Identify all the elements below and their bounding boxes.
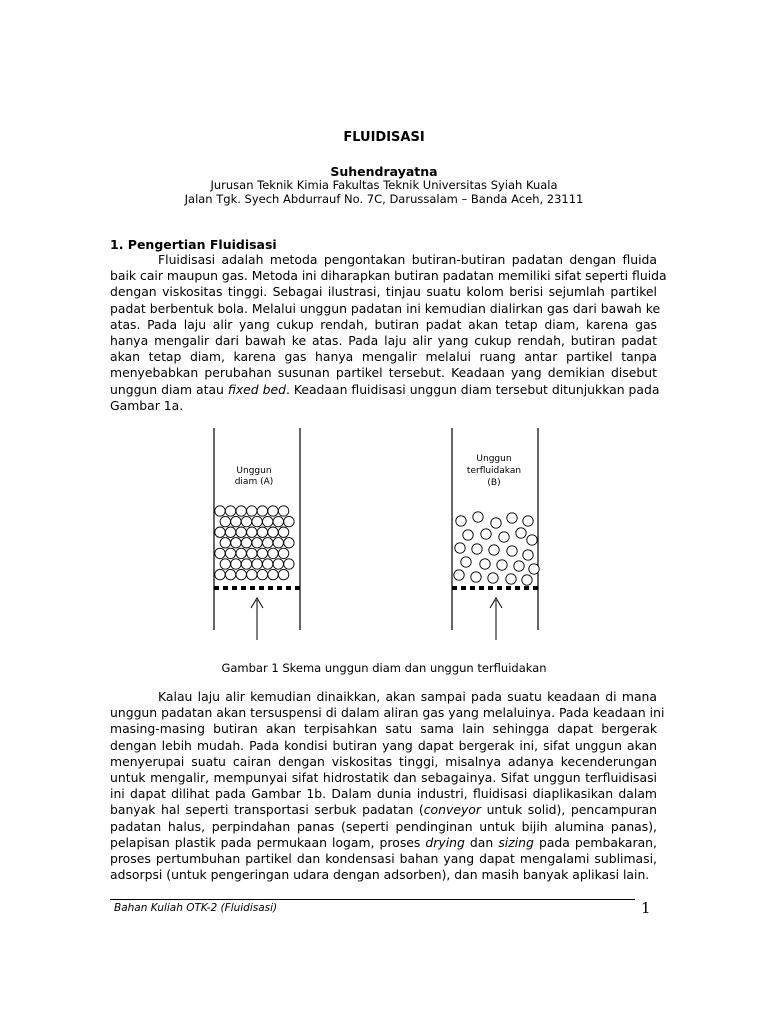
author-name: Suhendrayatna [330,164,438,179]
particle [454,570,464,580]
italic-term: drying [425,834,465,850]
text-line [110,835,657,851]
particle [273,538,283,548]
particle [480,559,490,569]
particle [527,535,537,545]
text-line: unggun padatan akan tersuspensi di dalam aliran gas yang melaluinya. Pada keadaan ini [110,705,665,721]
particle [516,528,526,538]
figure-caption: Gambar 1 Skema unggun diam dan unggun terfluidakan [221,661,547,675]
particle [220,538,230,548]
particle [225,569,235,579]
particle [284,559,294,569]
particle [263,538,273,548]
particle [247,548,257,558]
particle [257,506,267,516]
particle [268,569,278,579]
text-line: proses pertumbuhan partikel dan kondensasi bahan yang dapat mengalami sublimasi, [110,851,657,867]
label-b-line1: Unggun [476,454,512,464]
particle [225,548,235,558]
particle [284,538,294,548]
text-line: padatan halus, perpindahan panas (seperti pendinginan untuk bijih alumina panas), [110,818,657,834]
particle [257,569,267,579]
label-b-line3: (B) [487,478,501,488]
particle [220,516,230,526]
text-run: pada pembakaran, [533,834,657,850]
page-number: 1 [641,899,651,917]
particle [252,516,262,526]
text-run: pelapisan plastik pada permukaan logam, proses [110,834,426,850]
particle [247,569,257,579]
text-line: ini dapat dilihat pada Gambar 1b. Dalam dunia industri, fluidisasi diaplikasikan dalam [110,786,657,802]
text-line: masing-masing butiran akan terpisahkan satu sama lain sehingga dapat bergerak [110,721,657,737]
particle [461,557,471,567]
particle [491,518,501,528]
particle [236,569,246,579]
text-line: Gambar 1a. [110,397,184,413]
paragraph-2 [110,689,665,883]
particle [236,548,246,558]
particle [488,573,498,583]
particle [497,560,507,570]
particle [278,548,288,558]
particle [241,516,251,526]
particle [252,559,262,569]
particle [263,516,273,526]
affiliation-line-2: Jalan Tgk. Syech Abdurrauf No. 7C, Darussalam – Banda Aceh, 23111 [184,192,584,206]
particle [231,559,241,569]
particle [215,548,225,558]
particle [506,574,516,584]
particle [529,564,539,574]
particle [225,506,235,516]
particle [247,506,257,516]
particle [268,506,278,516]
particle [278,506,288,516]
footer-text: Bahan Kuliah OTK-2 (Fluidisasi) [114,902,278,914]
label-b-line2: terfluidakan [466,466,522,476]
text-run: dan [464,834,499,850]
particle [455,543,465,553]
particle [522,575,532,585]
text-line: hanya mengalir dari bawah ke atas. Pada laju alir yang cukup rendah, butiran padat [110,333,657,349]
particle [215,506,225,516]
particle [472,544,482,554]
text-run: banyak hal seperti transportasi serbuk padatan ( [110,802,424,818]
text-line: dengan viskositas tinggi. Sebagai ilustrasi, tinjau suatu kolom berisi sejumlah partikel [110,284,657,300]
label-a-line2: diam (A) [234,477,274,487]
particle [252,538,262,548]
particle [284,516,294,526]
particle [215,569,225,579]
particle [241,559,251,569]
text-line: Kalau laju alir kemudian dinaikkan, akan sampai pada suatu keadaan di mana [158,689,657,704]
particle [263,559,273,569]
label-a-line1: Unggun [236,466,272,476]
text-line: Fluidisasi adalah metoda pengontakan butiran-butiran padatan dengan fluida [158,252,657,267]
text-line [110,802,657,818]
particle [220,559,230,569]
fixed-bed-particles [215,506,294,580]
section-heading: 1. Pengertian Fluidisasi [110,237,277,252]
particle [231,516,241,526]
particle [273,559,283,569]
particle [225,527,235,537]
particle [236,527,246,537]
particle [473,512,483,522]
particle [489,545,499,555]
particle [215,527,225,537]
document-title: FLUIDISASI [343,130,425,145]
particle [257,548,267,558]
particle [507,546,517,556]
footer-rule [110,899,635,900]
particle [247,527,257,537]
particle [231,538,241,548]
particle [236,506,246,516]
particle [499,532,509,542]
text-line: untuk mengalir, mempunyai sifat hidrostatik dan sebagainya. Sifat unggun terfluidisasi [110,770,657,786]
particle [456,516,466,526]
text-line: baik cair maupun gas. Metoda ini diharapkan butiran padatan memiliki sifat seperti fluida [110,268,667,284]
text-line: dengan lebih mudah. Pada kondisi butiran yang dapat bergerak ini, sifat unggun akan [110,737,657,753]
affiliation-line-1: Jurusan Teknik Kimia Fakultas Teknik Universitas Syiah Kuala [210,178,558,192]
particle [523,550,533,560]
particle [278,527,288,537]
text-run: unggun diam atau [110,381,228,397]
text-run: untuk solid), pencampuran [480,802,658,818]
fluidized-bed-particles [454,512,539,585]
italic-term: conveyor [423,802,481,818]
particle [471,572,481,582]
particle [268,527,278,537]
italic-term: fixed bed [227,381,286,397]
particle [523,516,533,526]
text-line: menyerupai suatu cairan dengan viskositas tinggi, misalnya adanya kecenderungan [110,753,657,769]
italic-term: sizing [498,834,534,850]
text-line: padat berbentuk bola. Melalui unggun padatan ini kemudian dialirkan gas dari bawah ke [110,300,661,316]
particle [278,569,288,579]
particle [514,561,524,571]
particle [463,530,473,540]
text-run: . Keadaan fluidisasi unggun diam tersebut ditunjukkan pada [285,381,660,397]
particle [273,516,283,526]
particle [257,527,267,537]
text-line: atas. Pada laju alir yang cukup rendah, butiran padat akan tetap diam, karena gas [110,316,657,332]
particle [507,513,517,523]
particle [268,548,278,558]
particle [481,529,491,539]
text-line: akan tetap diam, karena gas hanya mengalir melalui ruang antar partikel tanpa [110,349,657,365]
text-line: adsorpsi (untuk pengeringan udara dengan adsorben), dan masih banyak aplikasi lain. [110,867,650,883]
text-line: menyebabkan perubahan susunan partikel tersebut. Keadaan yang demikian disebut [110,365,657,381]
particle [241,538,251,548]
